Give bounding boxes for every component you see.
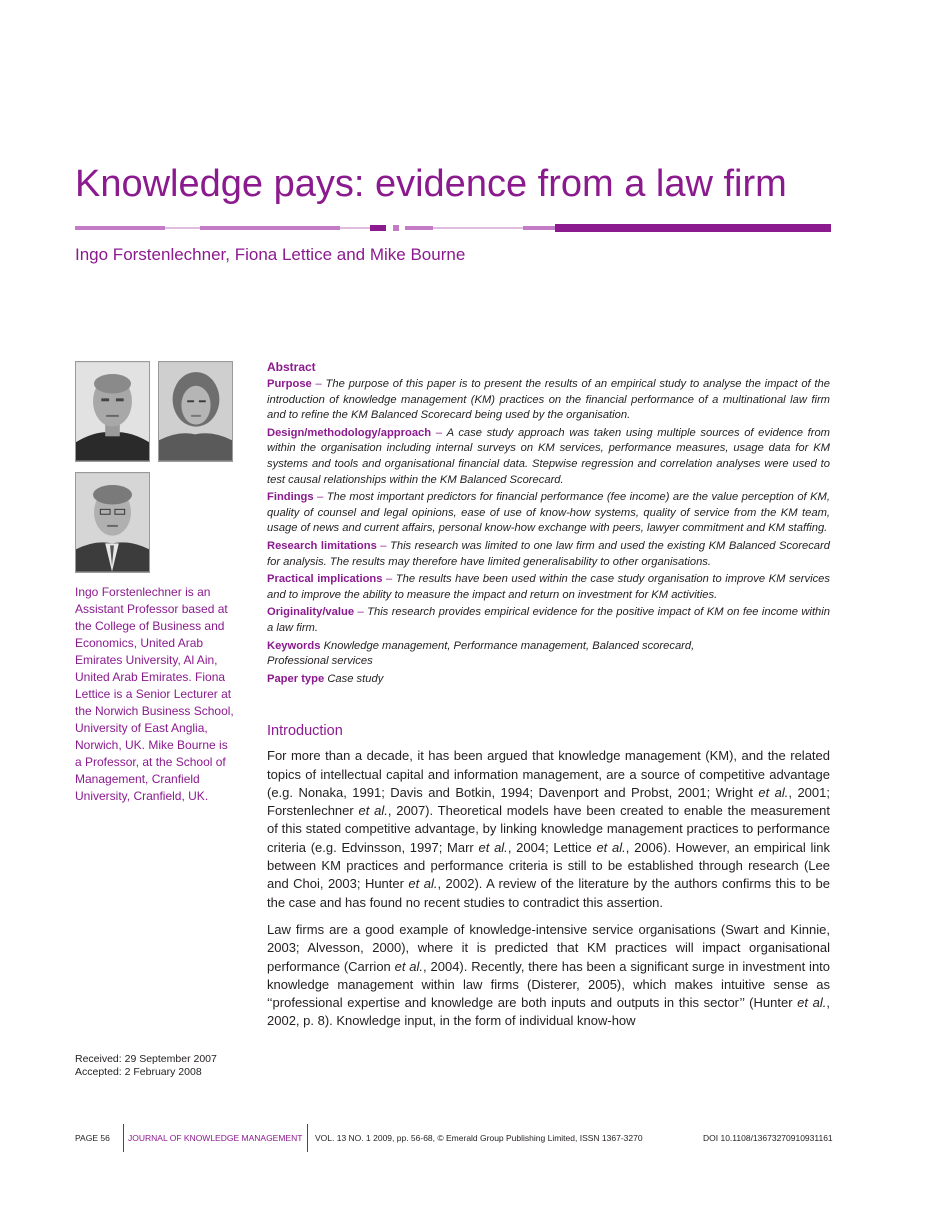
citation-et-al: et al. xyxy=(478,839,508,855)
abstract-keywords xyxy=(267,639,830,670)
abstract-text: This research provides empirical evidence for the positive impact of KM on fee income within a law firm. xyxy=(267,606,830,634)
citation-et-al: et al. xyxy=(394,958,424,974)
citation-et-al: et al. xyxy=(596,839,626,855)
accepted-date: Accepted: 2 February 2008 xyxy=(75,1066,202,1078)
footer-separator xyxy=(307,1124,308,1152)
main-column xyxy=(267,360,830,1040)
abstract-purpose: Purpose – The purpose of this paper is to present the results of an empirical study to analyse the impact of the introduction of knowledge management (KM) practices on the financial performance of a multinational law firm and to refine the KM Balanced Scorecard being used by the organisation. xyxy=(267,378,830,422)
journal-name: JOURNAL OF KNOWLEDGE MANAGEMENT xyxy=(128,1133,303,1143)
footer-separator xyxy=(123,1124,124,1152)
abstract-text: A case study approach was taken using multiple sources of evidence from within the organisation including internal surveys on KM services, performance measures, usage data for KM systems and tools and organisational financial data. Stepwise regression and correlation analyses were used to test causal relationships within the KM Balanced Scorecard. xyxy=(267,426,830,486)
abstract-originality: Originality/value – This research provides empirical evidence for the positive impact of KM on fee income within a law firm. xyxy=(267,606,830,634)
abstract-heading: Abstract xyxy=(267,360,316,374)
abstract-implications: Practical implications – The results have been used within the case study organisation to improve KM services and to improve the ability to measure the impact and return on investment for KM activities. xyxy=(267,573,830,601)
abstract-label: Originality/value xyxy=(267,606,355,619)
doi: DOI 10.1108/13673270910931161 xyxy=(703,1133,833,1143)
volume-info: VOL. 13 NO. 1 2009, pp. 56-68, © Emerald Group Publishing Limited, ISSN 1367-3270 xyxy=(315,1133,643,1143)
page-number: PAGE 56 xyxy=(75,1133,110,1143)
abstract-label: Research limitations xyxy=(267,539,377,552)
abstract-text: The results have been used within the case study organisation to improve KM services and to improve the ability to measure the impact and return on investment for KM activities. xyxy=(267,573,830,601)
page-footer xyxy=(75,1122,835,1152)
paper-type-label: Paper type xyxy=(267,672,325,685)
abstract-limitations: Research limitations – This research was limited to one law firm and used the existing KM Balanced Scorecard for analysis. The results may therefore have limited generalisability to other organisations. xyxy=(267,539,830,568)
abstract-text: The purpose of this paper is to present the results of an empirical study to analyse the impact of the introduction of knowledge management (KM) practices on the financial performance of a multinational law firm and to refine the KM Balanced Scorecard being used by the organisation. xyxy=(267,378,830,422)
keywords-line-2: Professional services xyxy=(267,655,373,668)
keywords-line-1: Knowledge management, Performance management, Balanced scorecard, xyxy=(323,639,695,652)
author-biographies: Ingo Forstenlechner is an Assistant Professor based at the College of Business and Economics, United Arab Emirates University, Al Ain, United Arab Emirates. Fiona Lettice is a Senior Lecturer at the Norwich Business School, University of East Anglia, Norwich, UK. Mike Bourne is a Professor, at the School of Management, Cranfield University, Cranfield, UK. xyxy=(75,585,234,803)
title-divider xyxy=(75,223,831,233)
author-photo-lettice xyxy=(158,361,233,462)
abstract-label: Practical implications xyxy=(267,573,383,586)
intro-paragraph-1: For more than a decade, it has been argued that knowledge management (KM), and the related topics of intellectual capital and information management, are a source of competitive advantage (e.g. Nonaka, 1991; Davis and Botkin, 1994; Davenport and Probst, 2001; Wright et al., 2001; Forstenlechner et al., 2007). Theoretical models have been created to enable the measurement of this stated competitive advantage, by linking knowledge management practices to performance criteria (e.g. Edvinsson, 1997; Marr et al., 2004; Lettice et al., 2006). However, an empirical link between KM practices and performance criteria is still to be established through research (Lee and Choi, 2003; Hunter et al., 2002). A review of the literature by the authors confirms this to be the case and has found no recent studies to contradict this assertion. xyxy=(267,748,831,910)
abstract-design: Design/methodology/approach – A case study approach was taken using multiple sources of evidence from within the organisation including internal surveys on KM services, performance measures, usage data for KM systems and tools and organisational financial data. Stepwise regression and correlation analyses were used to test causal relationships within the KM Balanced Scorecard. xyxy=(267,426,830,486)
citation-et-al: et al. xyxy=(358,803,388,819)
received-date: Received: 29 September 2007 xyxy=(75,1053,217,1065)
abstract-text: The most important predictors for financial performance (fee income) are the value perception of KM, quality of counsel and legal opinions, ease of use of know-how systems, quality of service from the KM team, usage of news and current affairs, personal know-how exchange with peers, lawyer commitment and KM staffing. xyxy=(267,491,830,535)
citation-et-al: et al. xyxy=(408,876,438,892)
author-photo-bourne xyxy=(75,472,150,573)
citation-et-al: et al. xyxy=(797,995,827,1011)
abstract-label: Findings xyxy=(267,491,314,504)
citation-et-al: et al. xyxy=(758,784,789,800)
abstract-label: Purpose xyxy=(267,378,312,390)
submission-dates xyxy=(75,1053,245,1079)
paper-type-value: Case study xyxy=(327,672,384,685)
abstract-label: Design/methodology/approach xyxy=(267,426,432,439)
author-photo-forstenlechner xyxy=(75,361,150,462)
author-list: Ingo Forstenlechner, Fiona Lettice and Mike Bourne xyxy=(75,245,466,264)
keywords-label: Keywords xyxy=(267,639,321,652)
introduction-heading: Introduction xyxy=(267,723,343,740)
intro-paragraph-2: Law firms are a good example of knowledge-intensive service organisations (Swart and Kinnie, 2003; Alvesson, 2000), where it is predicted that KM practices will impact organisational performance (Carrion et al., 2004). Recently, there has been a significant surge in investment into knowledge management within law firms (Disterer, 2005), which makes intuitive sense as ‘‘professional expertise and knowledge are both inputs and outputs in this sector’’ (Hunter et al., 2002, p. 8). Knowledge input, in the form of individual know-how xyxy=(267,921,831,1029)
abstract-text: This research was limited to one law firm and used the existing KM Balanced Scorecard for analysis. The results may therefore have limited generalisability to other organisations. xyxy=(267,539,830,568)
abstract-paper-type xyxy=(267,672,830,688)
abstract-findings: Findings – The most important predictors for financial performance (fee income) are the value perception of KM, quality of counsel and legal opinions, ease of use of know-how systems, quality of service from the KM team, usage of news and current affairs, personal know-how exchange with peers, lawyer commitment and KM staffing. xyxy=(267,491,830,535)
article-title: Knowledge pays: evidence from a law firm xyxy=(75,163,787,205)
